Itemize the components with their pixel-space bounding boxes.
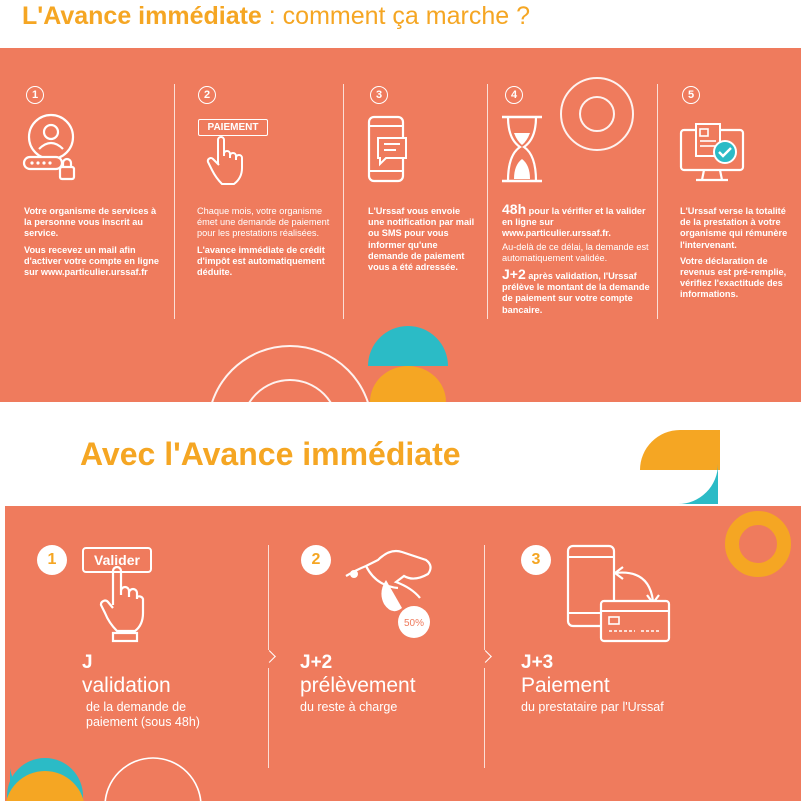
step-number-badge: 3 (521, 545, 551, 575)
user-login-icon (20, 113, 82, 185)
step-number: 1 (26, 86, 44, 104)
separator (484, 545, 485, 650)
separator (268, 668, 269, 768)
separator (174, 84, 175, 319)
step-4-para-2-text: après validation, l'Urssaf prélève le montant de la demande de paiement sur votre compte bancaire. (502, 271, 650, 315)
step-4-para-2 (502, 266, 650, 316)
valider-button: Valider (82, 547, 152, 573)
step-number-badge: 2 (301, 545, 331, 575)
step-4-para-1-text: pour la vérifier et la valider en ligne sur www.particulier.urssaf.fr. (502, 206, 646, 239)
step-5-text (680, 206, 792, 306)
step-1-desc: de la demande de paiement (sous 48h) (86, 700, 200, 729)
tablet-card-transfer-icon (565, 543, 675, 643)
step-1-para-2 (24, 245, 159, 279)
step-1-text (24, 206, 159, 283)
step-2-day: J+2 (300, 652, 333, 673)
step-2-text (197, 206, 335, 283)
paiement-badge: PAIEMENT (198, 119, 268, 136)
step-5-para-1: L'Urssaf verse la totalité de la prestation à votre organisme qui rémunère l'intervenant. (680, 206, 788, 250)
monitor-document-check-icon (678, 122, 748, 184)
step-number: 2 (198, 86, 216, 104)
title-rest: : comment ça marche ? (261, 2, 530, 30)
step-number: 4 (505, 86, 523, 104)
step-1-day: J (82, 652, 93, 673)
step-5-para-2: Votre déclaration de revenus est pré-remplie, vérifiez l'exactitude des informations. (680, 255, 787, 300)
step-3-text (368, 206, 476, 278)
pointing-hand-icon (206, 136, 244, 186)
step-1-para-2-text: Vous recevez un mail afin d'activer votre compte en ligne sur (24, 244, 159, 278)
separator (487, 84, 488, 319)
hand-coin-icon (342, 542, 440, 640)
step-4-48h: 48h (502, 201, 527, 217)
percent-label: 50% (403, 618, 425, 629)
step-1-link: www.particulier.urssaf.fr (40, 267, 148, 278)
step-4-j2: J+2 (502, 266, 526, 283)
step-4-para-1 (502, 201, 650, 240)
step-3-day: J+3 (521, 652, 554, 673)
separator (657, 84, 658, 319)
step-1-label: validation (82, 674, 171, 697)
separator (343, 84, 344, 319)
phone-message-icon (366, 114, 412, 186)
step-number: 3 (370, 86, 388, 104)
step-2-label: prélèvement (300, 674, 416, 697)
step-2-para-1: Chaque mois, votre organisme émet une demande de paiement pour les prestations réalisées. (197, 206, 330, 239)
step-4-text (502, 201, 650, 321)
step-3-desc: du prestataire par l'Urssaf (521, 700, 664, 714)
decorative-corner (640, 424, 801, 514)
separator (268, 545, 269, 650)
hourglass-icon (500, 113, 544, 185)
page-title (22, 2, 530, 31)
step-3-para: L'Urssaf vous envoie une notification par mail ou SMS pour vous informer qu'une demande de paiement vous a été adressée. (368, 206, 475, 273)
step-1-para-1: Votre organisme de services à la personne vous inscrit au service. (24, 206, 157, 239)
separator (484, 668, 485, 768)
step-number: 5 (682, 86, 700, 104)
section-title: Avec l'Avance immédiate (80, 436, 461, 472)
step-3-label: Paiement (521, 674, 610, 697)
pointing-hand-icon (99, 565, 145, 643)
step-4-para-1b: Au-delà de ce délai, la demande est automatiquement validée. (502, 241, 649, 263)
step-2-desc: du reste à charge (300, 700, 398, 714)
step-number-badge: 1 (37, 545, 67, 575)
title-bold: L'Avance immédiate (22, 2, 262, 30)
step-2-para-2: L'avance immédiate de crédit d'impôt est automatiquement déduite. (197, 244, 325, 278)
